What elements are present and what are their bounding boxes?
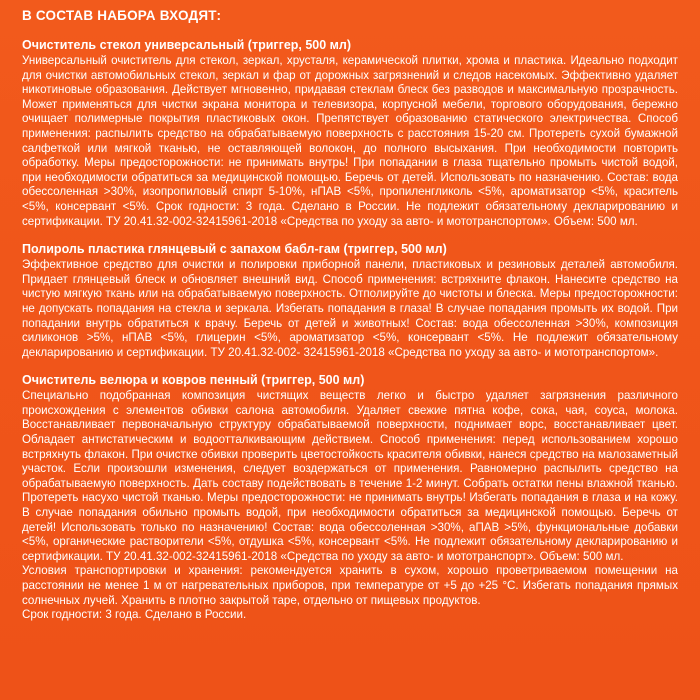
velour-cleaner-description: Специально подобранная композиция чистящих веществ легко и быстро удаляет загрязнения различного происхождения с элементов обивки салона автомобиля. Удаляет свежие пятна кофе, сока, чая, соуса, молока. Восстанавливает первоначальную структуру обрабатываемой поверхности, поднимает ворс, восстанавливает цвет. Обладает антистатическим и водоотталкивающим действием. Способ применения: перед использованием хорошо встряхнуть флакон. При очистке обивки проверить цветостойкость красителя обивки, нанеся средство на малозаметный участок. Если произошли изменения, следует воздержаться от применения. Равномерно распылить средство на обрабатываемую поверхность. Дать составу подействовать в течение 1-2 минут. Собрать остатки пены влажной тканью. Протереть насухо чистой тканью. Меры предосторожности: не принимать внутрь! Избегать попадания в глаза и на кожу. В случае попадания обильно промыть водой, при необходимости обратиться за медицинской помощью. Беречь от детей! Использовать только по назначению! Состав: вода обессоленная >30%, аПАВ >5%, функциональные добавки <5%, органические растворители <5%, отдушка <5%, консервант <5%. Не подлежит обязательному декларированию и сертификации. ТУ 20.41.32-002-32415961-2018 «Средства по уходу за авто- и мототранспорт». Объем: 500 мл. [22,389,678,563]
plastic-polish-section [22,242,678,360]
velour-cleaner-section [22,373,678,623]
glass-cleaner-title: Очиститель стекол универсальный (триггер, 500 мл) [22,38,352,52]
storage-conditions-text: Условия транспортировки и хранения: рекомендуется хранить в сухом, хорошо проветриваемом помещении на расстоянии не менее 1 м от нагревательных приборов, при температуре от +5 до +25 °С. Избегать попадания прямых солнечных лучей. Хранить в плотно закрытой таре, отдельно от пищевых продуктов. [22,564,678,607]
plastic-polish-title: Полироль пластика глянцевый с запахом бабл-гам (триггер, 500 мл) [22,242,447,257]
velour-cleaner-title: Очиститель велюра и ковров пенный (триггер, 500 мл) [22,373,365,388]
plastic-polish-description: Эффективное средство для очистки и полировки приборной панели, пластиковых и резиновых деталей автомобиля. Придает глянцевый блеск и обновляет внешний вид. Способ применения: встряхните флакон. Нанесите средство на чистую мягкую ткань или на обрабатываемую поверхность. Отполируйте до чистоты и блеска. Меры предосторожности: не допускать попадания на стекла и зеркала. Избегать попадания в глаза! В случае попадания промыть их водой. При попадании внутрь обратиться к врачу. Беречь от детей и животных! Состав: вода обессоленная >30%, композиция силиконов >5%, нПАВ <5%, глицерин <5%, ароматизатор <5%, консервант <5%. Не подлежит обязательному декларированию и сертификации. ТУ 20.41.32-002- 32415961-2018 «Средства по уходу за авто- и мототранспортом». [22,258,678,359]
shelf-life-text: Срок годности: 3 года. Сделано в России. [22,608,247,622]
glass-cleaner-description: Универсальный очиститель для стекол, зеркал, хрусталя, керамической плитки, хрома и пластика. Идеально подходит для очистки автомобильных стекол, зеркал и фар от дорожных загрязнений и следов насекомых. Эффективно удаляет никотиновые образования. Действует мгновенно, придавая стеклам блеск без разводов и максимальную прозрачность. Может применяться для чистки экрана монитора и телевизора, корпусной мебели, торгового оборудования, бережно очищает полимерные покрытия пластиковых окон. Препятствует образованию статического электричества. Способ применения: распылить средство на обрабатываемую поверхность с расстояния 15-20 см. Протереть сухой бумажной салфеткой или мягкой тканью, не оставляющей волокон, до полного высыхания. При необходимости повторить обработку. Меры предосторожности: не принимать внутрь! При попадании в глаза тщательно промыть чистой водой, при необходимости обратиться за медицинской помощью. Беречь от детей. Использовать по назначению. Состав: вода обессоленная >30%, изопропиловый спирт 5-10%, нПАВ <5%, пропиленгликоль <5%, ароматизатор <5%, краситель <5%, консервант <5%. Срок годности: 3 года. Сделано в России. Не подлежит обязательному декларированию и сертификации. ТУ 20.41.32-002-32415961-2018 «Средства по уходу за авто- и мототранспортом». Объем: 500 мл. [22,54,678,228]
kit-contents-heading: В СОСТАВ НАБОРА ВХОДЯТ: [22,8,222,23]
glass-cleaner-section [22,38,678,229]
